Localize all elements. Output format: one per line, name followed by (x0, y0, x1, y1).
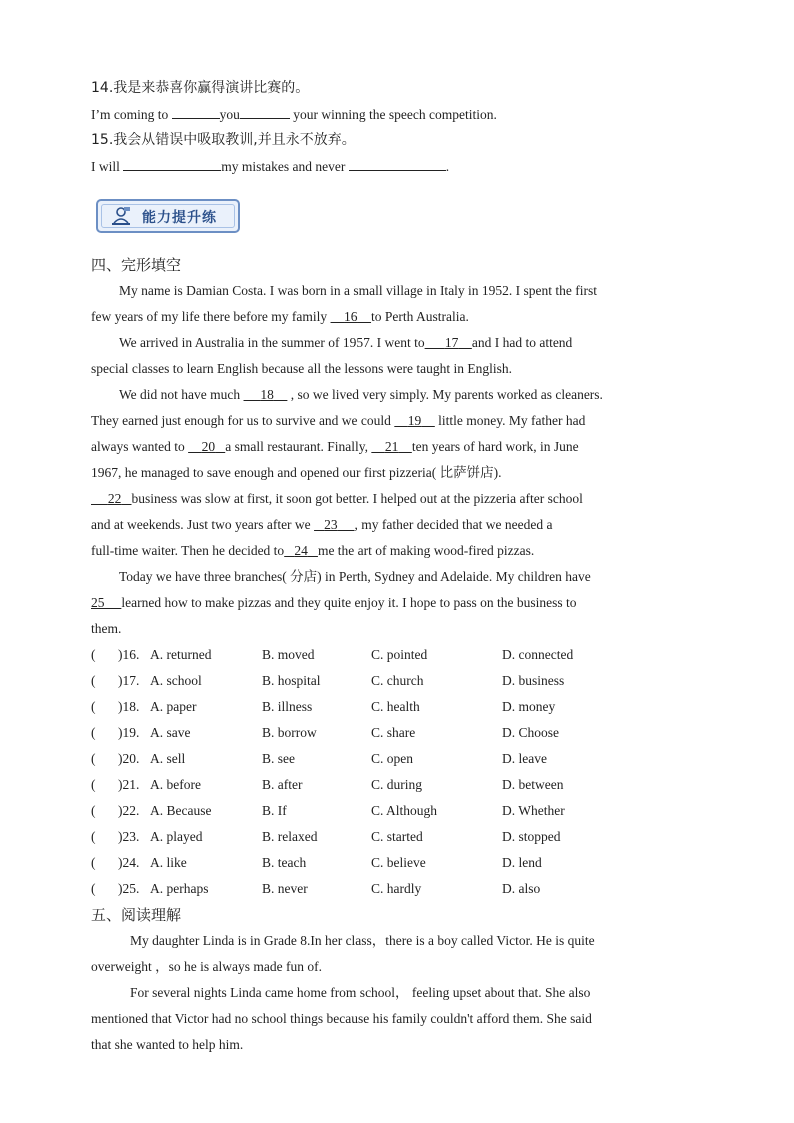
q15-chinese: 15.我会从错误中吸取教训,并且永不放弃。 (91, 132, 356, 148)
option-b[interactable]: B. see (262, 751, 295, 766)
option-d[interactable]: D. business (502, 673, 565, 688)
paragraph-line: Today we have three branches( 分店) in Perth, Sydney and Adelaide. My children have (119, 569, 591, 584)
paragraph-line: few years of my life there before my family 16 to Perth Australia. (91, 309, 469, 324)
section-title-cloze: 四、完形填空 (91, 256, 182, 274)
paragraph-line: mentioned that Victor had no school things because his family couldn't afford them. She said (91, 1011, 592, 1026)
option-a[interactable]: A. perhaps (150, 881, 209, 896)
blank-field[interactable] (172, 106, 220, 119)
blank-field[interactable] (349, 158, 446, 171)
question-number: )16. (118, 647, 140, 662)
blank-22[interactable]: 22 (107, 491, 122, 506)
option-c[interactable]: C. health (371, 699, 420, 714)
option-c[interactable]: C. started (371, 829, 423, 844)
blank-21[interactable]: 21 (384, 439, 399, 454)
paragraph-line: 25 learned how to make pizzas and they quite enjoy it. I hope to pass on the business to (91, 595, 577, 610)
option-c[interactable]: C. share (371, 725, 416, 740)
option-d[interactable]: D. Choose (502, 725, 559, 740)
answer-paren[interactable]: ( (91, 751, 96, 766)
paragraph-line: My name is Damian Costa. I was born in a small village in Italy in 1952. I spent the first (119, 283, 598, 298)
paragraph-line: 22 business was slow at first, it soon got better. I helped out at the pizzeria after school (91, 490, 583, 508)
option-a[interactable]: A. played (150, 829, 203, 844)
paragraph-line: 1967, he managed to save enough and opened our first pizzeria( 比萨饼店). (91, 465, 502, 480)
option-b[interactable]: B. If (262, 803, 287, 818)
paragraph-line: them. (91, 621, 122, 636)
option-d[interactable]: D. also (502, 881, 541, 896)
option-d[interactable]: D. money (502, 699, 556, 714)
option-d[interactable]: D. between (502, 777, 564, 792)
option-a[interactable]: A. school (150, 673, 202, 688)
badge-label: 能力提升练 (142, 210, 217, 226)
option-d[interactable]: D. leave (502, 751, 547, 766)
blank-23[interactable]: 23 (324, 517, 338, 532)
q14-chinese: 14.我是来恭喜你赢得演讲比赛的。 (91, 80, 310, 96)
ability-improvement-badge (96, 199, 240, 233)
student-at-desk-icon (110, 205, 132, 227)
paragraph-line: and at weekends. Just two years after we 23 , my father decided that we needed a (91, 517, 553, 532)
paragraph-line: We arrived in Australia in the summer of 1957. I went to 17 and I had to attend (119, 335, 573, 350)
answer-paren[interactable]: ( (91, 881, 96, 896)
answer-paren[interactable]: ( (91, 829, 96, 844)
question-number: )18. (118, 699, 140, 714)
option-d[interactable]: D. connected (502, 647, 574, 662)
answer-paren[interactable]: ( (91, 803, 96, 818)
option-b[interactable]: B. borrow (262, 725, 317, 740)
option-c[interactable]: C. believe (371, 855, 426, 870)
question-number: )19. (118, 725, 140, 740)
answer-paren[interactable]: ( (91, 777, 96, 792)
option-a[interactable]: A. like (150, 855, 187, 870)
question-number: )23. (118, 829, 140, 844)
question-number: )25. (118, 881, 140, 896)
option-b[interactable]: B. after (262, 777, 303, 792)
option-a[interactable]: A. paper (150, 699, 197, 714)
option-a[interactable]: A. save (150, 725, 191, 740)
answer-paren[interactable]: ( (91, 855, 96, 870)
blank-19[interactable]: 19 (407, 413, 422, 428)
option-d[interactable]: D. lend (502, 855, 542, 870)
q14-english: I’m coming to you your winning the speech competition. (91, 107, 497, 122)
paragraph-line: overweight ，so he is always made fun of. (91, 959, 322, 974)
option-d[interactable]: D. stopped (502, 829, 561, 844)
option-c[interactable]: C. open (371, 751, 413, 766)
section-title-reading: 五、阅读理解 (91, 906, 182, 924)
blank-field[interactable] (240, 106, 290, 119)
option-b[interactable]: B. hospital (262, 673, 321, 688)
blank-25[interactable]: 25 (91, 595, 105, 610)
option-b[interactable]: B. teach (262, 855, 307, 870)
paragraph-line: We did not have much 18 , so we lived very simply. My parents worked as cleaners. (119, 387, 603, 402)
blank-17[interactable]: 17 (444, 335, 459, 350)
answer-paren[interactable]: ( (91, 647, 96, 662)
answer-paren[interactable]: ( (91, 725, 96, 740)
q15-english: I will my mistakes and never . (91, 159, 450, 174)
paragraph-line: full-time waiter. Then he decided to 24 me the art of making wood-fired pizzas. (91, 543, 535, 558)
answer-paren[interactable]: ( (91, 673, 96, 688)
question-number: )22. (118, 803, 140, 818)
option-b[interactable]: B. relaxed (262, 829, 318, 844)
paragraph-line: For several nights Linda came home from school， feeling upset about that. She also (130, 985, 591, 1000)
paragraph-line: that she wanted to help him. (91, 1037, 244, 1052)
option-b[interactable]: B. never (262, 881, 308, 896)
option-d[interactable]: D. Whether (502, 803, 565, 818)
option-c[interactable]: C. pointed (371, 647, 428, 662)
answer-paren[interactable]: ( (91, 699, 96, 714)
paragraph-line: always wanted to 20 a small restaurant. Finally, 21 ten years of hard work, in June (91, 439, 579, 454)
option-c[interactable]: C. Although (371, 803, 438, 818)
blank-18[interactable]: 18 (260, 387, 274, 402)
paragraph-line: special classes to learn English because all the lessons were taught in English. (91, 361, 513, 376)
option-b[interactable]: B. moved (262, 647, 315, 662)
option-a[interactable]: A. returned (150, 647, 212, 662)
option-a[interactable]: A. Because (150, 803, 212, 818)
option-c[interactable]: C. hardly (371, 881, 422, 896)
paragraph-line: They earned just enough for us to survive and we could 19 little money. My father had (91, 413, 586, 428)
option-a[interactable]: A. before (150, 777, 201, 792)
question-number: )21. (118, 777, 140, 792)
blank-16[interactable]: 16 (344, 309, 358, 324)
blank-field[interactable] (123, 158, 221, 171)
option-c[interactable]: C. during (371, 777, 423, 792)
blank-20[interactable]: 20 (201, 439, 216, 454)
question-number: )20. (118, 751, 140, 766)
blank-24[interactable]: 24 (294, 543, 308, 558)
question-number: )24. (118, 855, 140, 870)
paragraph-line: My daughter Linda is in Grade 8.In her class，there is a boy called Victor. He is quite (130, 933, 595, 948)
question-number: )17. (118, 673, 140, 688)
option-b[interactable]: B. illness (262, 699, 313, 714)
option-a[interactable]: A. sell (150, 751, 186, 766)
option-c[interactable]: C. church (371, 673, 424, 688)
